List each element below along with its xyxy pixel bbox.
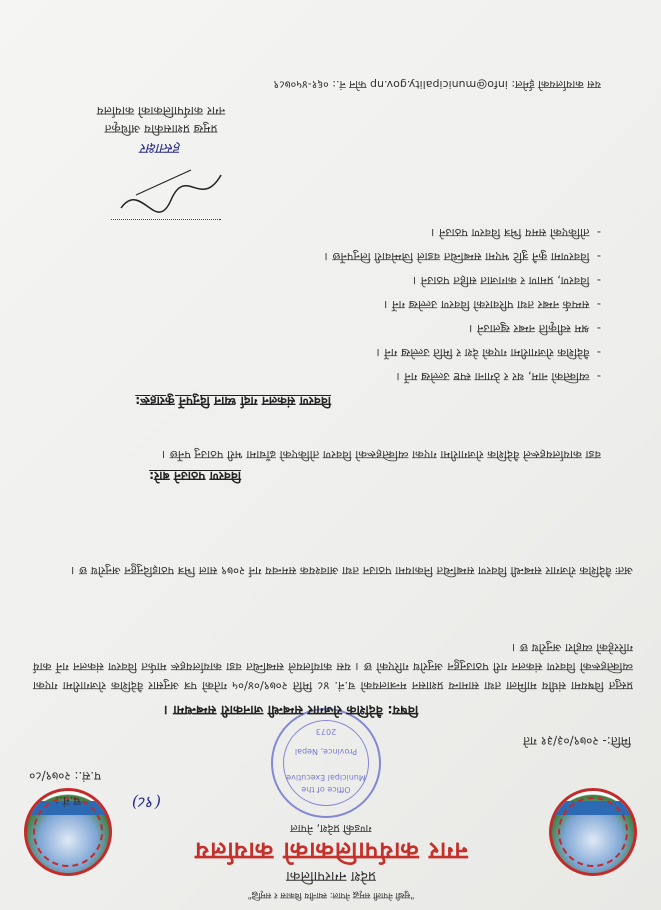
list-item: - विवरण, प्रमाण र कागजात सहित पठाउने । xyxy=(412,274,601,288)
stamp-line-3: Province, Nepal xyxy=(294,747,358,756)
footer-contact: यस कार्यालयको ईमेल: info@municipality.gov.np फोन नं.: ०६१-४५०७८९ xyxy=(273,78,601,91)
office-name: प्रदेश नगरपालिका xyxy=(286,868,376,884)
body-paragraph-2: अतः वैदेशिक रोजगार सम्बन्धी विवरण सम्बन्धित निकायमा पठाउन तथा आवश्यक समन्वय गर्न २०७९ साल भित्र पठाइदिनुहुन अनुरोध छ । xyxy=(71,564,633,578)
signatory-name: प्रमुख प्रशासकीय अधिकृत xyxy=(104,122,218,136)
office-address: गण्डकी प्रदेश, नेपाल xyxy=(290,822,372,835)
signature-line xyxy=(111,219,221,220)
stamp-line-2: Municipal Executive xyxy=(286,773,366,782)
stamp-year: 2073 xyxy=(315,727,337,736)
letter-date: मिति:- २०७९/०३/३१ गते xyxy=(523,734,631,748)
signature-handwritten: हस्ताक्षर xyxy=(140,140,182,156)
section-1-text: वडा कार्यालयहरूले वैदेशिक रोजगारीमा गएका व्यक्तिहरूको विवरण तोकिएको ढाँचामा भरी पठाउनु पर्नेछ । xyxy=(161,448,601,462)
list-item: - व्यक्तिको नाम, थर र ठेगाना स्पष्ट उल्लेख गर्ने । xyxy=(396,370,601,384)
tagline: "सुखी नेपाली समृद्ध नेपाल: स्थानीय विकास र समृद्धि" xyxy=(247,890,415,900)
list-item: - विवरणमा कुनै त्रुटि भएमा सम्बन्धित वडाले जिम्मेवारी लिनुपर्नेछ । xyxy=(324,250,601,264)
patra-sankhya: प.सं.: २०७९/८० xyxy=(29,769,101,783)
body-paragraph-1: प्रस्तुत विषयमा संघीय मामिला तथा सामान्य प्रशासन मन्त्रालयको च.नं. ४८ मिति २०७९/०४/०५ गतेको पत्र अनुसार वैदेशिक रोजगारीमा गएका व्यक्तिहरूको विवरण संकलन गरी पठाउनुहुन अनुरोध गरिएको छ । यस कार्यालयले सम्बन्धित वडा कार्यालयहरू मार्फत विवरण संकलन गर्ने कार्य गरिरहेको व्यहोरा अनुरोध छ । xyxy=(33,641,633,693)
list-item: - वैदेशिक रोजगारीमा गएको देश र मिति उल्लेख गर्ने । xyxy=(376,346,601,360)
chalani-number: (९८) xyxy=(131,793,161,812)
list-item: - तोकिएको समय भित्र विवरण पठाउने । xyxy=(430,226,601,240)
office-stamp xyxy=(271,708,381,818)
letter-subject: विषय: वैदेशिक रोजगार सम्बन्धी जानकारी सम्बन्धमा । xyxy=(163,702,419,717)
chalani-label: च.नं.: xyxy=(55,794,81,808)
list-item: - श्रम स्वीकृति नम्बर खुलाउने । xyxy=(469,322,601,336)
signature-mark xyxy=(111,160,231,220)
section-2-heading: विवरण संकलन गर्दा ध्यान दिनुपर्ने कुराहरू: xyxy=(135,394,331,409)
signatory-title: नगर कार्यपालिकाको कार्यालय xyxy=(96,104,226,118)
office-title: नगर कार्यपालिकाको कार्यालय xyxy=(194,837,468,865)
stamp-line-1: Office of the xyxy=(301,785,351,794)
list-item: - सम्पर्क नम्बर तथा परिवारको विवरण उल्लेख गर्ने । xyxy=(384,298,601,312)
municipality-logo xyxy=(549,788,637,876)
section-1-heading: विवरण पठाउने बारे: xyxy=(149,469,241,484)
